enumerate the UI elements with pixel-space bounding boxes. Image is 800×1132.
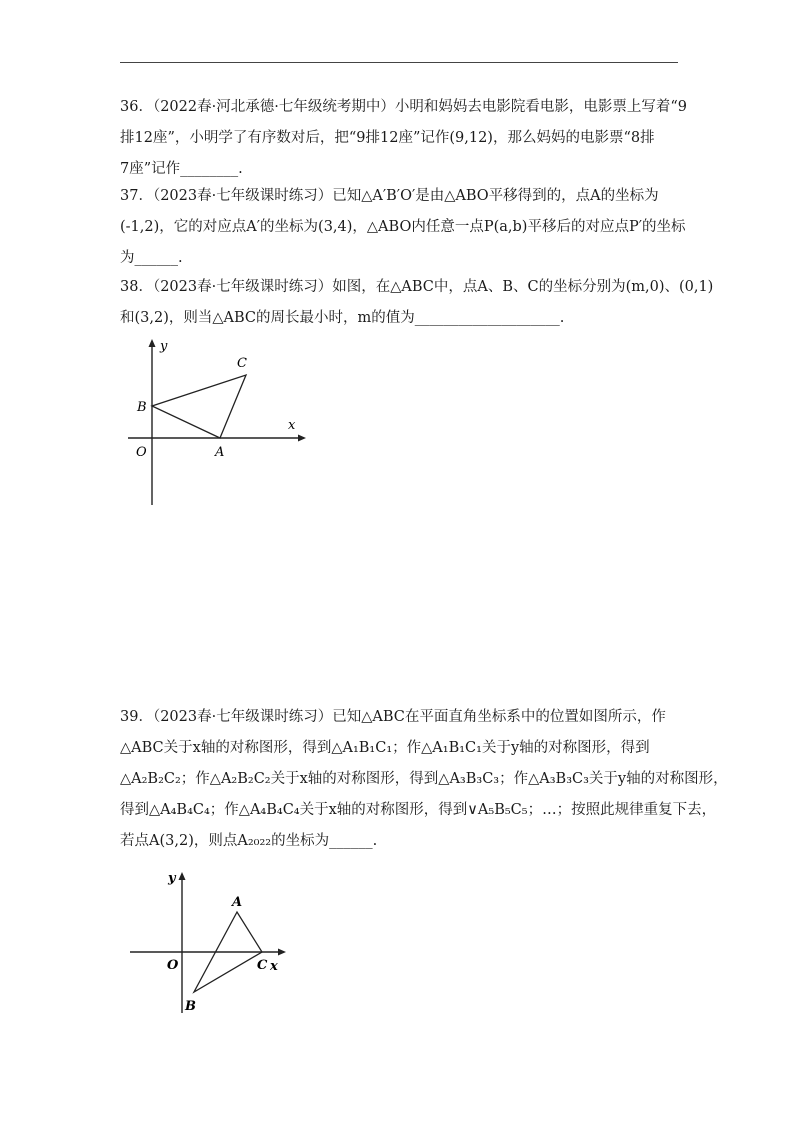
q38-x-label: x xyxy=(288,418,296,433)
q39-line-2: △ABC关于x轴的对称图形，得到△A₁B₁C₁；作△A₁B₁C₁关于y轴的对称图形，得到 xyxy=(120,740,650,756)
q38-y-label: y xyxy=(160,339,168,354)
q39-point-b-label: B xyxy=(185,999,196,1014)
q36-line-3: 7座”记作________. xyxy=(120,161,243,177)
header-rule xyxy=(120,62,678,63)
q38-line-2: 和(3,2)，则当△ABC的周长最小时，m的值为____________________. xyxy=(120,310,565,326)
q39-coordinate-figure xyxy=(120,868,300,1018)
q39-x-label: x xyxy=(270,959,278,974)
question-37 xyxy=(120,181,686,274)
q38-point-a-label: A xyxy=(215,445,225,460)
q38-origin-label: O xyxy=(136,445,147,460)
q39-point-c-label: C xyxy=(257,958,268,973)
q36-line-1: 36．（2022春·河北承德·七年级统考期中）小明和妈妈去电影院看电影，电影票上写着“9 xyxy=(120,99,687,115)
q38-line-1: 38．（2023春·七年级课时练习）如图，在△ABC中，点A、B、C的坐标分别为(m,0)、(0,1) xyxy=(120,279,714,295)
q37-line-1: 37．（2023春·七年级课时练习）已知△A′B′O′是由△ABO平移得到的，点A的坐标为 xyxy=(120,188,659,204)
q39-origin-label: O xyxy=(167,958,179,973)
q38-triangle-abc xyxy=(152,375,246,438)
q39-line-5: 若点A(3,2)，则点A₂₀₂₂的坐标为______. xyxy=(120,833,378,849)
q39-y-label: y xyxy=(168,871,176,886)
q38-coordinate-figure xyxy=(120,335,320,510)
question-36 xyxy=(120,92,687,185)
q38-x-arrow xyxy=(298,435,306,442)
q38-y-arrow xyxy=(149,339,156,347)
q39-line-4: 得到△A₄B₄C₄；作△A₄B₄C₄关于x轴的对称图形，得到∨A₅B₅C₅；…；按照此规律重复下去， xyxy=(120,802,717,818)
q39-y-arrow xyxy=(179,872,186,880)
q39-line-3: △A₂B₂C₂；作△A₂B₂C₂关于x轴的对称图形，得到△A₃B₃C₃；作△A₃B₃C₃关于y轴的对称图形， xyxy=(120,771,728,787)
q37-line-2: (-1,2)，它的对应点A′的坐标为(3,4)，△ABO内任意一点P(a,b)平移后的对应点P′的坐标 xyxy=(120,219,686,235)
q37-line-3: 为______. xyxy=(120,250,183,266)
q39-point-a-label: A xyxy=(232,895,243,910)
q36-line-2: 排12座”，小明学了有序数对后，把“9排12座”记作(9,12)，那么妈妈的电影票“8排 xyxy=(120,130,655,146)
question-38 xyxy=(120,272,714,334)
q38-point-c-label: C xyxy=(237,356,247,371)
q39-x-arrow xyxy=(278,949,286,956)
q39-line-1: 39．（2023春·七年级课时练习）已知△ABC在平面直角坐标系中的位置如图所示，作 xyxy=(120,709,666,725)
question-39 xyxy=(120,702,728,857)
q38-point-b-label: B xyxy=(137,400,147,415)
